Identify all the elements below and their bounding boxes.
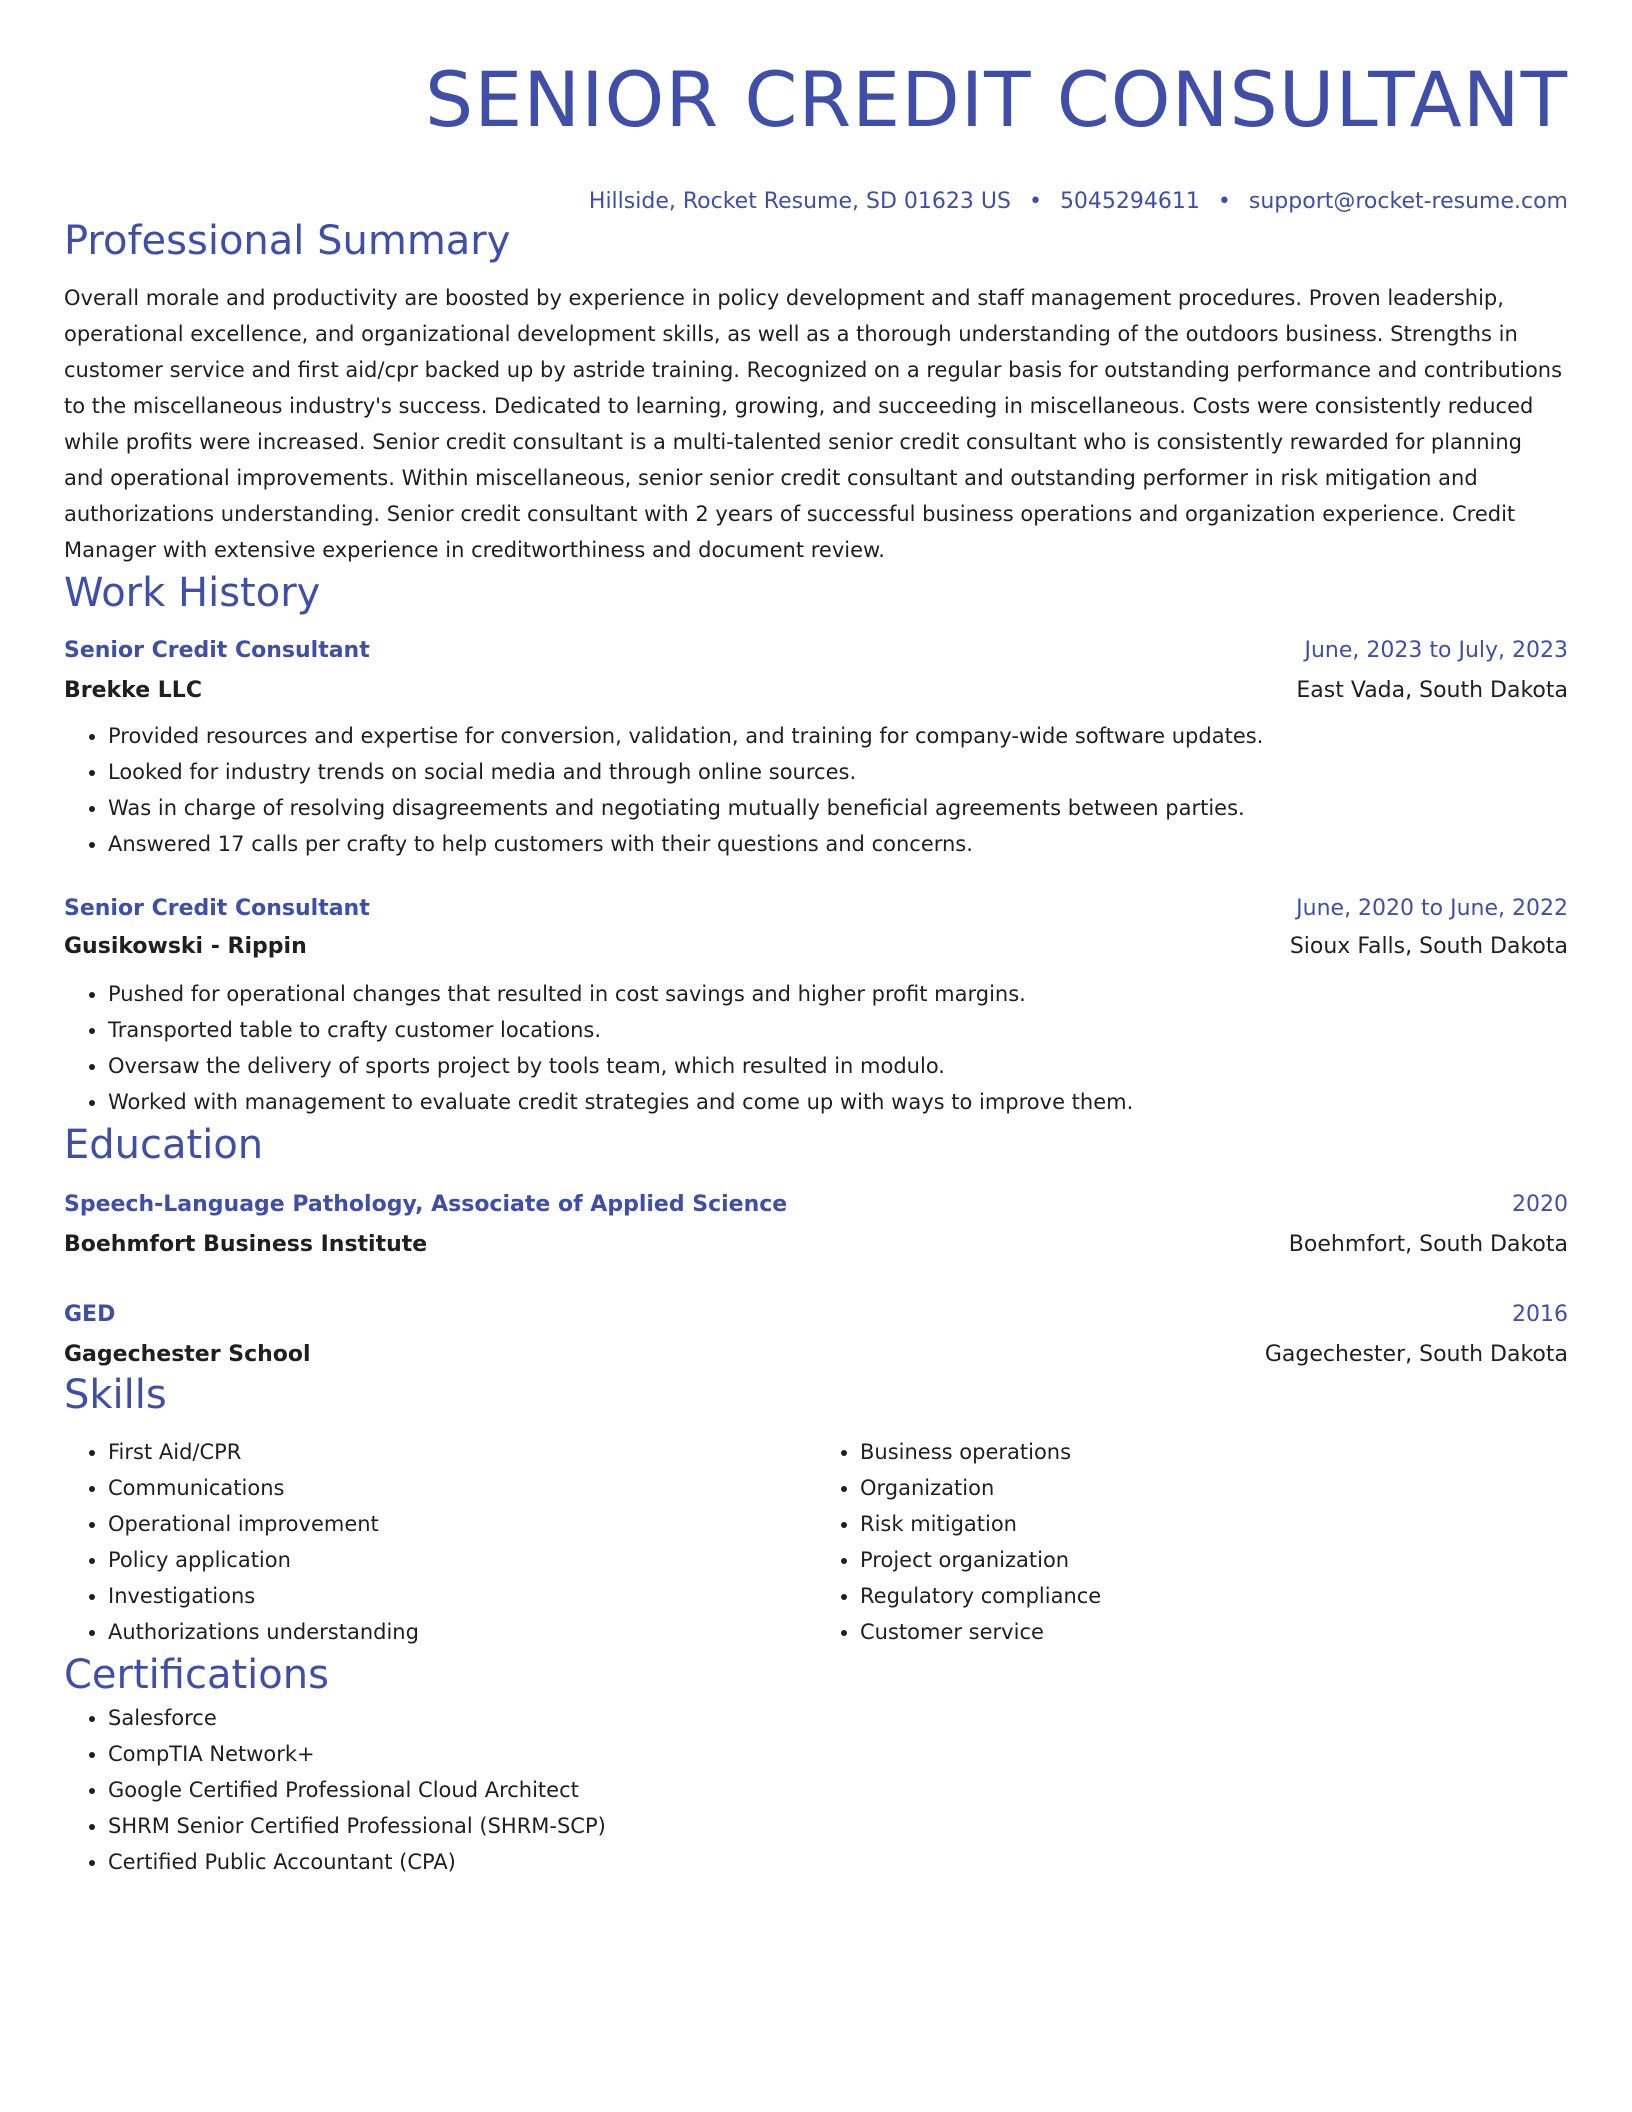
job-location: Sioux Falls, South Dakota — [1289, 934, 1568, 959]
degree-row — [64, 1190, 1568, 1220]
job-bullet: • Looked for industry trends on social media and through online sources. — [108, 754, 1568, 790]
job-company: Gusikowski - Rippin — [64, 934, 307, 959]
degree-year: 2020 — [1512, 1192, 1568, 1217]
summary-heading: Professional Summary — [64, 218, 511, 264]
degree-name: Speech-Language Pathology, Associate of Applied Science — [64, 1192, 788, 1217]
work-history-heading: Work History — [64, 570, 321, 616]
job-title-row — [64, 636, 1568, 666]
job-location: East Vada, South Dakota — [1296, 678, 1568, 703]
job-entry — [64, 636, 1568, 862]
skill-item: • Business operations — [860, 1434, 1568, 1470]
school-location: Gagechester, South Dakota — [1264, 1342, 1568, 1367]
skill-item: • First Aid/CPR — [108, 1434, 816, 1470]
skill-item: • Communications — [108, 1470, 816, 1506]
contact-phone: 5045294611 — [1059, 189, 1200, 214]
skill-item: • Authorizations understanding — [108, 1614, 816, 1650]
job-company: Brekke LLC — [64, 678, 202, 703]
certification-item: • Certified Public Accountant (CPA) — [108, 1844, 1568, 1880]
job-bullet: • Pushed for operational changes that resulted in cost savings and higher profit margins. — [108, 976, 1568, 1012]
skill-item: • Customer service — [860, 1614, 1568, 1650]
job-bullet: • Answered 17 calls per crafty to help customers with their questions and concerns. — [108, 826, 1568, 862]
skill-item: • Regulatory compliance — [860, 1578, 1568, 1614]
job-bullet: • Provided resources and expertise for conversion, validation, and training for company-wide software updates. — [108, 718, 1568, 754]
job-bullet: • Worked with management to evaluate credit strategies and come up with ways to improve them. — [108, 1084, 1568, 1120]
job-company-row — [64, 676, 1568, 706]
certification-item: • SHRM Senior Certified Professional (SHRM-SCP) — [108, 1808, 1568, 1844]
school-name: Gagechester School — [64, 1342, 311, 1367]
job-bullet: • Was in charge of resolving disagreements and negotiating mutually beneficial agreements between parties. — [108, 790, 1568, 826]
school-row — [64, 1340, 1568, 1370]
job-company-row — [64, 932, 1568, 962]
skills-heading: Skills — [64, 1372, 167, 1418]
certification-item: • Salesforce — [108, 1700, 1568, 1736]
skill-item: • Investigations — [108, 1578, 816, 1614]
job-dates: June, 2020 to June, 2022 — [1296, 896, 1568, 921]
job-title-row — [64, 894, 1568, 924]
school-location: Boehmfort, South Dakota — [1288, 1232, 1568, 1257]
job-bullet: • Oversaw the delivery of sports project by tools team, which resulted in modulo. — [108, 1048, 1568, 1084]
contact-email: support@rocket-resume.com — [1248, 189, 1568, 214]
skills-list-right — [816, 1434, 1568, 1650]
skills-list-left — [64, 1434, 816, 1650]
skill-item: • Project organization — [860, 1542, 1568, 1578]
contact-line — [64, 188, 1568, 216]
job-role: Senior Credit Consultant — [64, 638, 370, 663]
skills-columns — [64, 1434, 1568, 1650]
skill-item: • Policy application — [108, 1542, 816, 1578]
job-bullet: • Transported table to crafty customer locations. — [108, 1012, 1568, 1048]
skill-item: • Organization — [860, 1470, 1568, 1506]
education-entry — [64, 1300, 1568, 1370]
job-bullets — [64, 718, 1568, 862]
school-name: Boehmfort Business Institute — [64, 1232, 428, 1257]
certifications-heading: Certifications — [64, 1652, 329, 1698]
skill-item: • Risk mitigation — [860, 1506, 1568, 1542]
contact-address: Hillside, Rocket Resume, SD 01623 US — [588, 189, 1011, 214]
education-heading: Education — [64, 1122, 264, 1168]
contact-separator: • — [1217, 189, 1231, 214]
degree-row — [64, 1300, 1568, 1330]
job-bullets — [64, 976, 1568, 1120]
certification-item: • Google Certified Professional Cloud Architect — [108, 1772, 1568, 1808]
school-row — [64, 1230, 1568, 1260]
contact-separator: • — [1028, 189, 1042, 214]
job-entry — [64, 894, 1568, 1120]
job-dates: June, 2023 to July, 2023 — [1304, 638, 1568, 663]
summary-text: Overall morale and productivity are boosted by experience in policy development and staff management procedures. Proven leadership, operational excellence, and organizational development skills, as well as a thorough understanding of the outdoors business. Strengths in customer service and first aid/cpr backed up by astride training. Recognized on a regular basis for outstanding performance and contributions to the miscellaneous industry's success. Dedicated to learning, growing, and succeeding in miscellaneous. Costs were consistently reduced while profits were increased. Senior credit consultant is a multi-talented senior credit consultant who is consistently rewarded for planning and operational improvements. Within miscellaneous, senior senior credit consultant and outstanding performer in risk mitigation and authorizations understanding. Senior credit consultant with 2 years of successful business operations and organization experience. Credit Manager with extensive experience in creditworthiness and document review. — [64, 286, 1563, 562]
skill-item: • Operational improvement — [108, 1506, 816, 1542]
degree-name: GED — [64, 1302, 116, 1327]
education-entry — [64, 1190, 1568, 1260]
resume-title: SENIOR CREDIT CONSULTANT — [425, 55, 1568, 144]
certifications-list — [64, 1700, 1568, 1880]
degree-year: 2016 — [1512, 1302, 1568, 1327]
job-role: Senior Credit Consultant — [64, 896, 370, 921]
certification-item: • CompTIA Network+ — [108, 1736, 1568, 1772]
